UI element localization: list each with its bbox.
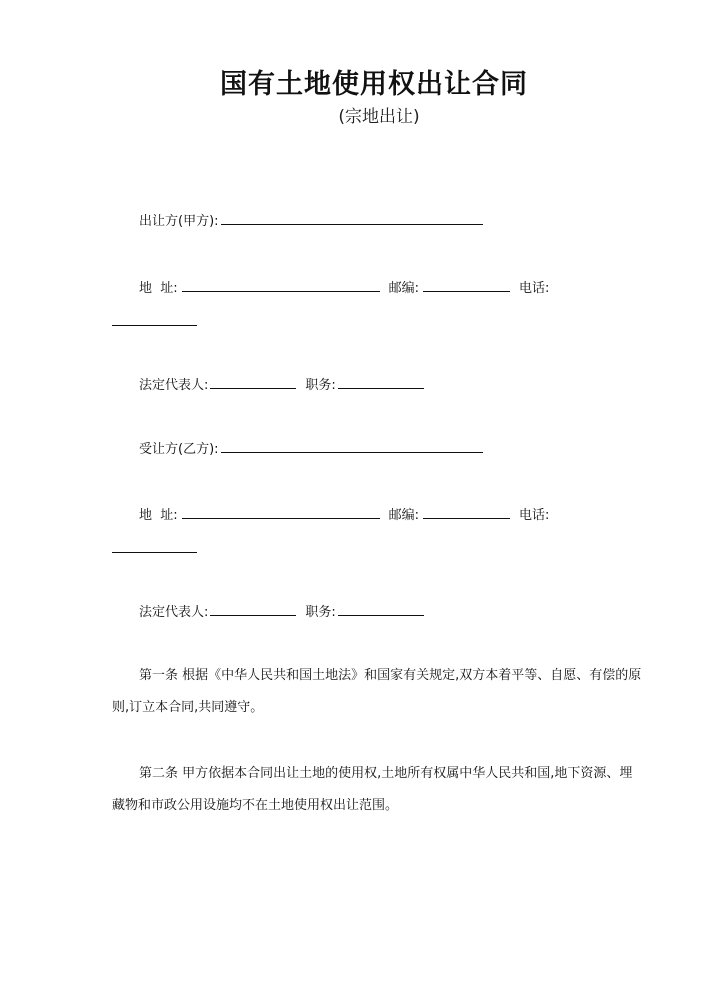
grantee-address-line <box>139 506 549 524</box>
grantee-legal-rep-line <box>139 603 424 621</box>
grantor-postcode-blank[interactable] <box>423 279 510 292</box>
grantee-legal-rep-blank[interactable] <box>210 603 296 616</box>
grantor-line <box>139 212 483 230</box>
postcode-label: 邮编: <box>388 508 420 523</box>
grantor-legal-rep-line <box>139 376 424 394</box>
grantee-phone-line <box>112 540 197 558</box>
article-text: 甲方依据本合同出让土地的使用权,土地所有权属中华人民共和国,地下资源、埋藏物和市政公用设施均不在土地使用权出让范围。 <box>112 766 633 813</box>
page-title: 国有土地使用权出让合同 <box>220 69 528 100</box>
grantor-address-line <box>139 279 549 297</box>
position-label: 职务: <box>305 378 336 393</box>
grantee-name-blank[interactable] <box>221 440 483 453</box>
grantor-phone-line <box>112 313 197 331</box>
position-label: 职务: <box>305 605 336 620</box>
grantee-line <box>139 440 483 458</box>
grantor-phone-blank[interactable] <box>112 313 197 326</box>
grantee-position-blank[interactable] <box>338 603 424 616</box>
legal-rep-label: 法定代表人: <box>139 605 209 620</box>
grantee-phone-blank[interactable] <box>112 540 197 553</box>
article-number: 第二条 <box>139 766 179 781</box>
grantor-address-blank[interactable] <box>182 279 380 292</box>
postcode-label: 邮编: <box>388 281 420 296</box>
article-number: 第一条 <box>139 668 179 683</box>
grantor-position-blank[interactable] <box>338 376 424 389</box>
article-2 <box>112 758 642 822</box>
article-1 <box>112 660 642 724</box>
address-label: 地 址: <box>139 508 178 523</box>
legal-rep-label: 法定代表人: <box>139 378 209 393</box>
grantor-name-blank[interactable] <box>221 212 483 225</box>
grantee-postcode-blank[interactable] <box>423 506 510 519</box>
grantor-label: 出让方(甲方): <box>139 214 219 229</box>
page-subtitle: (宗地出让) <box>338 107 420 127</box>
phone-label: 电话: <box>519 508 550 523</box>
grantee-label: 受让方(乙方): <box>139 442 219 457</box>
article-text: 根据《中华人民共和国土地法》和国家有关规定,双方本着平等、自愿、有偿的原则,订立本合同,共同遵守。 <box>112 668 642 715</box>
phone-label: 电话: <box>519 281 550 296</box>
grantee-address-blank[interactable] <box>182 506 380 519</box>
grantor-legal-rep-blank[interactable] <box>210 376 296 389</box>
address-label: 地 址: <box>139 281 178 296</box>
